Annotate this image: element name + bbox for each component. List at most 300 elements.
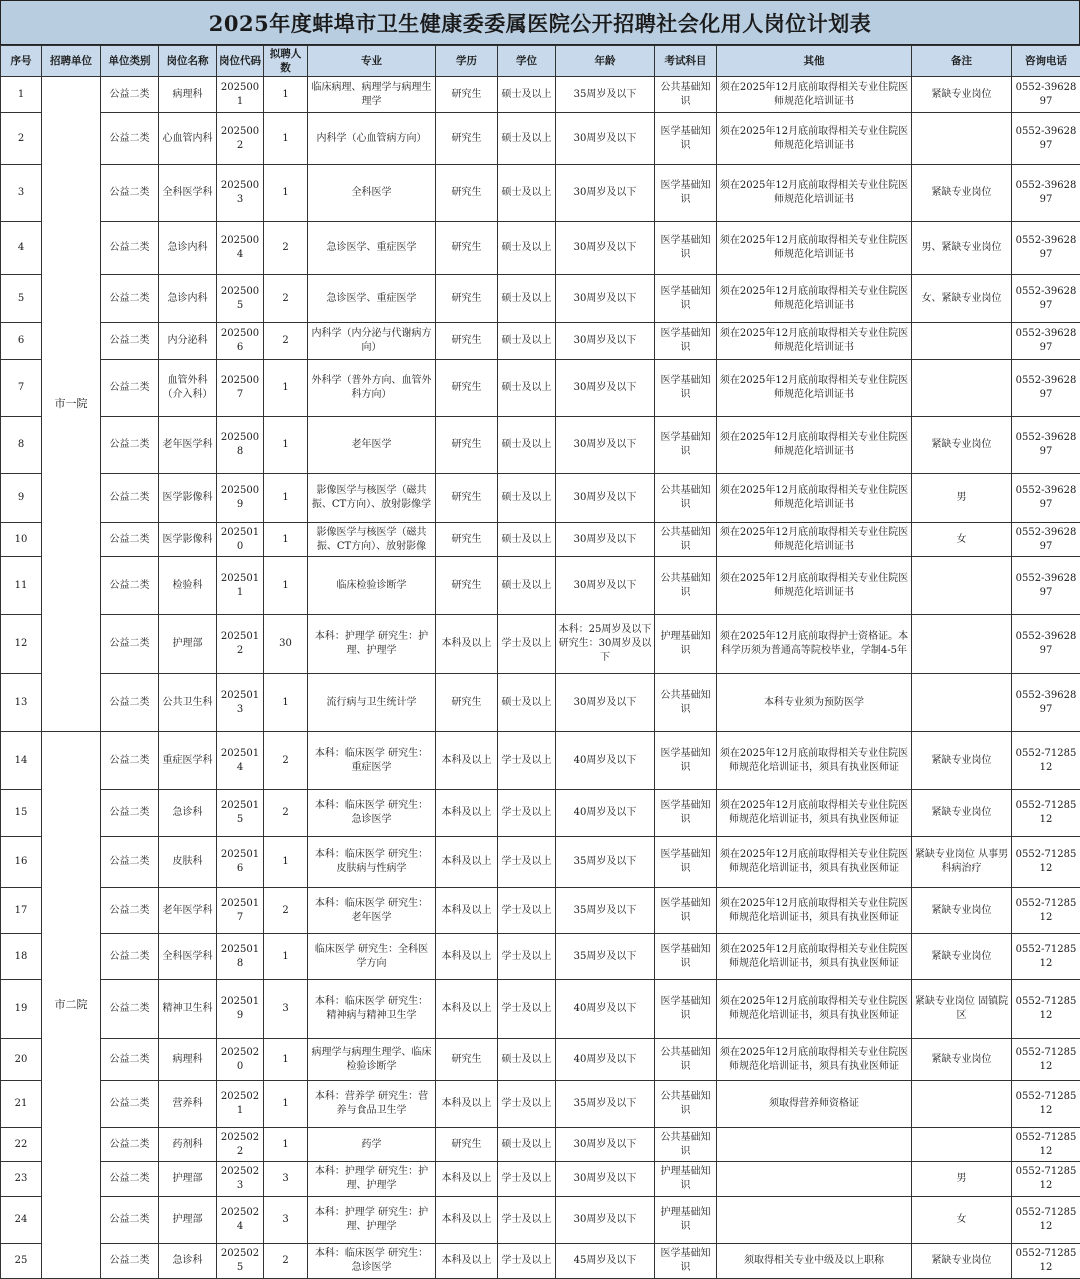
table-row xyxy=(1,360,1080,417)
table-row xyxy=(1,674,1080,732)
age-limit: 30周岁及以下 xyxy=(556,557,655,615)
other-requirements: 本科专业须为预防医学 xyxy=(717,674,912,732)
hire-count: 3 xyxy=(264,1162,308,1197)
table-row xyxy=(1,77,1080,113)
post-name: 皮肤科 xyxy=(159,837,217,888)
exam-subject: 医学基础知识 xyxy=(655,417,717,474)
post-code: 2025011 xyxy=(217,557,264,615)
education: 研究生 xyxy=(436,275,498,323)
hire-count: 2 xyxy=(264,323,308,360)
other-requirements: 须在2025年12月底前取得相关专业住院医师规范化培训证书 xyxy=(717,275,912,323)
remarks: 紧缺专业岗位 xyxy=(912,77,1012,113)
post-code: 2025002 xyxy=(217,113,264,165)
remarks: 紧缺专业岗位 固镇院区 xyxy=(912,980,1012,1039)
degree: 硕士及以上 xyxy=(498,360,556,417)
header-cell: 咨询电话 xyxy=(1012,46,1080,77)
major: 本科：护理学 研究生：护理、护理学 xyxy=(308,615,436,674)
degree: 硕士及以上 xyxy=(498,523,556,557)
education: 本科及以上 xyxy=(436,615,498,674)
unit-type: 公益二类 xyxy=(101,1081,159,1128)
row-number: 19 xyxy=(1,980,42,1039)
age-limit: 30周岁及以下 xyxy=(556,165,655,222)
other-requirements: 须在2025年12月底前取得护士资格证。本科学历须为普通高等院校毕业，学制4-5年 xyxy=(717,615,912,674)
other-requirements: 须取得相关专业中级及以上职称 xyxy=(717,1244,912,1279)
row-number: 25 xyxy=(1,1244,42,1279)
degree: 硕士及以上 xyxy=(498,674,556,732)
degree: 学士及以上 xyxy=(498,1197,556,1244)
table-row xyxy=(1,474,1080,523)
degree: 学士及以上 xyxy=(498,615,556,674)
table-title: 2025年度蚌埠市卫生健康委委属医院公开招聘社会化用人岗位计划表 xyxy=(0,0,1080,45)
row-number: 22 xyxy=(1,1128,42,1162)
major: 全科医学 xyxy=(308,165,436,222)
education: 研究生 xyxy=(436,674,498,732)
exam-subject: 公共基础知识 xyxy=(655,1039,717,1081)
education: 本科及以上 xyxy=(436,732,498,790)
post-code: 2025021 xyxy=(217,1081,264,1128)
post-code: 2025003 xyxy=(217,165,264,222)
exam-subject: 医学基础知识 xyxy=(655,360,717,417)
other-requirements: 须在2025年12月底前取得相关专业住院医师规范化培训证书，须具有执业医师证 xyxy=(717,837,912,888)
age-limit: 30周岁及以下 xyxy=(556,323,655,360)
age-limit: 35周岁及以下 xyxy=(556,934,655,980)
exam-subject: 医学基础知识 xyxy=(655,222,717,275)
row-number: 20 xyxy=(1,1039,42,1081)
unit-type: 公益二类 xyxy=(101,888,159,934)
header-cell: 考试科目 xyxy=(655,46,717,77)
major: 本科：营养学 研究生：营养与食品卫生学 xyxy=(308,1081,436,1128)
unit-type: 公益二类 xyxy=(101,934,159,980)
unit-type: 公益二类 xyxy=(101,1244,159,1279)
other-requirements: 须在2025年12月底前取得相关专业住院医师规范化培训证书 xyxy=(717,360,912,417)
major: 影像医学与核医学（磁共振、CT方向）、放射影像学 xyxy=(308,474,436,523)
education: 研究生 xyxy=(436,1039,498,1081)
exam-subject: 医学基础知识 xyxy=(655,323,717,360)
education: 本科及以上 xyxy=(436,1081,498,1128)
remarks: 紧缺专业岗位 xyxy=(912,888,1012,934)
row-number: 5 xyxy=(1,275,42,323)
age-limit: 30周岁及以下 xyxy=(556,523,655,557)
header-cell: 岗位名称 xyxy=(159,46,217,77)
age-limit: 30周岁及以下 xyxy=(556,1162,655,1197)
row-number: 2 xyxy=(1,113,42,165)
remarks: 紧缺专业岗位 xyxy=(912,732,1012,790)
age-limit: 30周岁及以下 xyxy=(556,674,655,732)
post-code: 2025010 xyxy=(217,523,264,557)
post-code: 2025001 xyxy=(217,77,264,113)
post-name: 重症医学科 xyxy=(159,732,217,790)
major: 本科：临床医学 研究生：急诊医学 xyxy=(308,1244,436,1279)
row-number: 9 xyxy=(1,474,42,523)
degree: 学士及以上 xyxy=(498,837,556,888)
age-limit: 30周岁及以下 xyxy=(556,360,655,417)
hire-count: 1 xyxy=(264,417,308,474)
other-requirements: 须在2025年12月底前取得相关专业住院医师规范化培训证书，须具有执业医师证 xyxy=(717,934,912,980)
unit-type: 公益二类 xyxy=(101,1128,159,1162)
post-code: 2025007 xyxy=(217,360,264,417)
hire-count: 2 xyxy=(264,222,308,275)
age-limit: 40周岁及以下 xyxy=(556,980,655,1039)
row-number: 8 xyxy=(1,417,42,474)
table-row xyxy=(1,790,1080,837)
table-row xyxy=(1,1162,1080,1197)
exam-subject: 医学基础知识 xyxy=(655,113,717,165)
major: 本科：临床医学 研究生：重症医学 xyxy=(308,732,436,790)
table-row xyxy=(1,1081,1080,1128)
table-row xyxy=(1,615,1080,674)
row-number: 21 xyxy=(1,1081,42,1128)
major: 临床病理、病理学与病理生理学 xyxy=(308,77,436,113)
other-requirements: 须在2025年12月底前取得相关专业住院医师规范化培训证书 xyxy=(717,417,912,474)
major: 内科学（内分泌与代谢病方向） xyxy=(308,323,436,360)
education: 研究生 xyxy=(436,360,498,417)
exam-subject: 公共基础知识 xyxy=(655,523,717,557)
education: 研究生 xyxy=(436,113,498,165)
other-requirements: 须取得营养师资格证 xyxy=(717,1081,912,1128)
remarks: 紧缺专业岗位 xyxy=(912,1244,1012,1279)
table-body xyxy=(1,77,1080,1279)
degree: 硕士及以上 xyxy=(498,323,556,360)
degree: 学士及以上 xyxy=(498,980,556,1039)
education: 本科及以上 xyxy=(436,980,498,1039)
degree: 学士及以上 xyxy=(498,934,556,980)
age-limit: 30周岁及以下 xyxy=(556,222,655,275)
post-code: 2025006 xyxy=(217,323,264,360)
row-number: 13 xyxy=(1,674,42,732)
header-cell: 年龄 xyxy=(556,46,655,77)
major: 急诊医学、重症医学 xyxy=(308,275,436,323)
contact-phone: 0552-3962897 xyxy=(1012,275,1080,323)
post-code: 2025023 xyxy=(217,1162,264,1197)
education: 研究生 xyxy=(436,323,498,360)
exam-subject: 护理基础知识 xyxy=(655,1197,717,1244)
contact-phone: 0552-3962897 xyxy=(1012,113,1080,165)
other-requirements: 须在2025年12月底前取得相关专业住院医师规范化培训证书，须具有执业医师证 xyxy=(717,790,912,837)
age-limit: 30周岁及以下 xyxy=(556,474,655,523)
education: 本科及以上 xyxy=(436,1197,498,1244)
post-code: 2025005 xyxy=(217,275,264,323)
education: 研究生 xyxy=(436,1128,498,1162)
post-code: 2025009 xyxy=(217,474,264,523)
remarks: 女 xyxy=(912,523,1012,557)
exam-subject: 公共基础知识 xyxy=(655,674,717,732)
hire-count: 1 xyxy=(264,474,308,523)
row-number: 1 xyxy=(1,77,42,113)
unit-type: 公益二类 xyxy=(101,222,159,275)
contact-phone: 0552-7128512 xyxy=(1012,790,1080,837)
education: 研究生 xyxy=(436,165,498,222)
other-requirements xyxy=(717,1162,912,1197)
post-name: 急诊内科 xyxy=(159,275,217,323)
exam-subject: 医学基础知识 xyxy=(655,837,717,888)
table-row xyxy=(1,417,1080,474)
row-number: 15 xyxy=(1,790,42,837)
other-requirements: 须在2025年12月底前取得相关专业住院医师规范化培训证书，须具有执业医师证 xyxy=(717,888,912,934)
other-requirements: 须在2025年12月底前取得相关专业住院医师规范化培训证书，须具有执业医师证 xyxy=(717,1039,912,1081)
post-code: 2025022 xyxy=(217,1128,264,1162)
header-cell: 学位 xyxy=(498,46,556,77)
education: 本科及以上 xyxy=(436,1162,498,1197)
other-requirements: 须在2025年12月底前取得相关专业住院医师规范化培训证书，须具有执业医师证 xyxy=(717,732,912,790)
education: 研究生 xyxy=(436,474,498,523)
table-row xyxy=(1,557,1080,615)
major: 本科：临床医学 研究生：急诊医学 xyxy=(308,790,436,837)
post-name: 病理科 xyxy=(159,77,217,113)
post-name: 急诊科 xyxy=(159,790,217,837)
degree: 硕士及以上 xyxy=(498,1039,556,1081)
unit-type: 公益二类 xyxy=(101,360,159,417)
remarks: 紧缺专业岗位 从事男科病治疗 xyxy=(912,837,1012,888)
hire-count: 1 xyxy=(264,1081,308,1128)
post-name: 医学影像科 xyxy=(159,474,217,523)
row-number: 7 xyxy=(1,360,42,417)
education: 研究生 xyxy=(436,222,498,275)
education: 研究生 xyxy=(436,417,498,474)
post-name: 护理部 xyxy=(159,1197,217,1244)
table-row xyxy=(1,1128,1080,1162)
table-row xyxy=(1,1244,1080,1279)
age-limit: 40周岁及以下 xyxy=(556,1039,655,1081)
post-code: 2025018 xyxy=(217,934,264,980)
recruitment-table xyxy=(0,45,1080,1279)
row-number: 11 xyxy=(1,557,42,615)
contact-phone: 0552-7128512 xyxy=(1012,934,1080,980)
remarks xyxy=(912,323,1012,360)
other-requirements xyxy=(717,1197,912,1244)
header-cell: 岗位代码 xyxy=(217,46,264,77)
unit-type: 公益二类 xyxy=(101,323,159,360)
table-row xyxy=(1,888,1080,934)
contact-phone: 0552-3962897 xyxy=(1012,323,1080,360)
major: 药学 xyxy=(308,1128,436,1162)
row-number: 12 xyxy=(1,615,42,674)
degree: 学士及以上 xyxy=(498,888,556,934)
hire-count: 30 xyxy=(264,615,308,674)
unit-type: 公益二类 xyxy=(101,1162,159,1197)
degree: 硕士及以上 xyxy=(498,417,556,474)
exam-subject: 医学基础知识 xyxy=(655,980,717,1039)
contact-phone: 0552-7128512 xyxy=(1012,1128,1080,1162)
exam-subject: 公共基础知识 xyxy=(655,1081,717,1128)
post-name: 精神卫生科 xyxy=(159,980,217,1039)
hire-count: 2 xyxy=(264,888,308,934)
remarks: 紧缺专业岗位 xyxy=(912,1039,1012,1081)
hire-count: 3 xyxy=(264,980,308,1039)
table-row xyxy=(1,1197,1080,1244)
table-row xyxy=(1,1039,1080,1081)
post-name: 急诊科 xyxy=(159,1244,217,1279)
table-row xyxy=(1,523,1080,557)
hire-count: 1 xyxy=(264,674,308,732)
unit-type: 公益二类 xyxy=(101,474,159,523)
other-requirements: 须在2025年12月底前取得相关专业住院医师规范化培训证书，须具有执业医师证 xyxy=(717,980,912,1039)
unit-type: 公益二类 xyxy=(101,77,159,113)
unit-type: 公益二类 xyxy=(101,165,159,222)
post-code: 2025017 xyxy=(217,888,264,934)
post-name: 护理部 xyxy=(159,1162,217,1197)
age-limit: 30周岁及以下 xyxy=(556,1197,655,1244)
post-name: 全科医学科 xyxy=(159,934,217,980)
education: 本科及以上 xyxy=(436,888,498,934)
exam-subject: 医学基础知识 xyxy=(655,790,717,837)
major: 临床医学 研究生：全科医学方向 xyxy=(308,934,436,980)
unit-type: 公益二类 xyxy=(101,732,159,790)
remarks xyxy=(912,360,1012,417)
header-cell: 专业 xyxy=(308,46,436,77)
hire-count: 1 xyxy=(264,837,308,888)
education: 研究生 xyxy=(436,523,498,557)
table-row xyxy=(1,934,1080,980)
remarks: 男、紧缺专业岗位 xyxy=(912,222,1012,275)
hire-count: 1 xyxy=(264,165,308,222)
contact-phone: 0552-3962897 xyxy=(1012,615,1080,674)
contact-phone: 0552-3962897 xyxy=(1012,222,1080,275)
other-requirements xyxy=(717,1128,912,1162)
contact-phone: 0552-3962897 xyxy=(1012,360,1080,417)
unit-type: 公益二类 xyxy=(101,1039,159,1081)
table-row xyxy=(1,732,1080,790)
remarks xyxy=(912,113,1012,165)
table-row xyxy=(1,980,1080,1039)
hire-count: 1 xyxy=(264,360,308,417)
contact-phone: 0552-3962897 xyxy=(1012,674,1080,732)
contact-phone: 0552-7128512 xyxy=(1012,1162,1080,1197)
post-name: 血管外科（介入科） xyxy=(159,360,217,417)
post-name: 公共卫生科 xyxy=(159,674,217,732)
table-row xyxy=(1,165,1080,222)
post-name: 内分泌科 xyxy=(159,323,217,360)
remarks xyxy=(912,557,1012,615)
unit-type: 公益二类 xyxy=(101,674,159,732)
education: 本科及以上 xyxy=(436,1244,498,1279)
education: 研究生 xyxy=(436,557,498,615)
hire-count: 2 xyxy=(264,275,308,323)
degree: 学士及以上 xyxy=(498,1244,556,1279)
exam-subject: 医学基础知识 xyxy=(655,888,717,934)
degree: 硕士及以上 xyxy=(498,1128,556,1162)
major: 本科：临床医学 研究生：老年医学 xyxy=(308,888,436,934)
header-cell: 其他 xyxy=(717,46,912,77)
post-code: 2025012 xyxy=(217,615,264,674)
exam-subject: 护理基础知识 xyxy=(655,615,717,674)
major: 本科：护理学 研究生：护理、护理学 xyxy=(308,1197,436,1244)
education: 研究生 xyxy=(436,77,498,113)
row-number: 23 xyxy=(1,1162,42,1197)
hire-count: 1 xyxy=(264,77,308,113)
other-requirements: 须在2025年12月底前取得相关专业住院医师规范化培训证书 xyxy=(717,113,912,165)
degree: 硕士及以上 xyxy=(498,557,556,615)
table-row xyxy=(1,222,1080,275)
age-limit: 本科：25周岁及以下 研究生：30周岁及以下 xyxy=(556,615,655,674)
post-name: 药剂科 xyxy=(159,1128,217,1162)
contact-phone: 0552-7128512 xyxy=(1012,980,1080,1039)
header-cell: 序号 xyxy=(1,46,42,77)
post-name: 心血管内科 xyxy=(159,113,217,165)
contact-phone: 0552-7128512 xyxy=(1012,837,1080,888)
remarks: 紧缺专业岗位 xyxy=(912,790,1012,837)
post-name: 急诊内科 xyxy=(159,222,217,275)
major: 急诊医学、重症医学 xyxy=(308,222,436,275)
exam-subject: 医学基础知识 xyxy=(655,1244,717,1279)
hiring-unit: 市二院 xyxy=(42,732,101,1279)
post-code: 2025008 xyxy=(217,417,264,474)
contact-phone: 0552-7128512 xyxy=(1012,1039,1080,1081)
post-name: 营养科 xyxy=(159,1081,217,1128)
post-name: 老年医学科 xyxy=(159,888,217,934)
hire-count: 2 xyxy=(264,790,308,837)
contact-phone: 0552-7128512 xyxy=(1012,888,1080,934)
unit-type: 公益二类 xyxy=(101,1197,159,1244)
post-code: 2025004 xyxy=(217,222,264,275)
age-limit: 35周岁及以下 xyxy=(556,77,655,113)
remarks: 女 xyxy=(912,1197,1012,1244)
remarks: 紧缺专业岗位 xyxy=(912,417,1012,474)
remarks: 男 xyxy=(912,1162,1012,1197)
major: 本科：临床医学 研究生：皮肤病与性病学 xyxy=(308,837,436,888)
post-code: 2025016 xyxy=(217,837,264,888)
other-requirements: 须在2025年12月底前取得相关专业住院医师规范化培训证书 xyxy=(717,523,912,557)
unit-type: 公益二类 xyxy=(101,523,159,557)
post-name: 检验科 xyxy=(159,557,217,615)
row-number: 24 xyxy=(1,1197,42,1244)
degree: 学士及以上 xyxy=(498,1162,556,1197)
hire-count: 1 xyxy=(264,523,308,557)
degree: 学士及以上 xyxy=(498,790,556,837)
hire-count: 1 xyxy=(264,113,308,165)
table-row xyxy=(1,837,1080,888)
exam-subject: 医学基础知识 xyxy=(655,275,717,323)
post-name: 医学影像科 xyxy=(159,523,217,557)
hire-count: 3 xyxy=(264,1197,308,1244)
major: 内科学（心血管病方向） xyxy=(308,113,436,165)
degree: 硕士及以上 xyxy=(498,165,556,222)
major: 本科：护理学 研究生：护理、护理学 xyxy=(308,1162,436,1197)
degree: 硕士及以上 xyxy=(498,474,556,523)
major: 流行病与卫生统计学 xyxy=(308,674,436,732)
remarks xyxy=(912,615,1012,674)
contact-phone: 0552-3962897 xyxy=(1012,474,1080,523)
major: 老年医学 xyxy=(308,417,436,474)
row-number: 16 xyxy=(1,837,42,888)
age-limit: 40周岁及以下 xyxy=(556,732,655,790)
contact-phone: 0552-3962897 xyxy=(1012,77,1080,113)
post-name: 老年医学科 xyxy=(159,417,217,474)
table-row xyxy=(1,323,1080,360)
degree: 硕士及以上 xyxy=(498,113,556,165)
remarks xyxy=(912,674,1012,732)
row-number: 4 xyxy=(1,222,42,275)
age-limit: 30周岁及以下 xyxy=(556,113,655,165)
age-limit: 40周岁及以下 xyxy=(556,790,655,837)
remarks: 男 xyxy=(912,474,1012,523)
major: 外科学（普外方向、血管外科方向） xyxy=(308,360,436,417)
age-limit: 35周岁及以下 xyxy=(556,1081,655,1128)
age-limit: 30周岁及以下 xyxy=(556,275,655,323)
other-requirements: 须在2025年12月底前取得相关专业住院医师规范化培训证书 xyxy=(717,323,912,360)
unit-type: 公益二类 xyxy=(101,557,159,615)
post-code: 2025014 xyxy=(217,732,264,790)
unit-type: 公益二类 xyxy=(101,113,159,165)
remarks: 女、紧缺专业岗位 xyxy=(912,275,1012,323)
post-code: 2025013 xyxy=(217,674,264,732)
age-limit: 35周岁及以下 xyxy=(556,888,655,934)
post-name: 病理科 xyxy=(159,1039,217,1081)
degree: 学士及以上 xyxy=(498,732,556,790)
major: 病理学与病理生理学、临床检验诊断学 xyxy=(308,1039,436,1081)
unit-type: 公益二类 xyxy=(101,275,159,323)
education: 本科及以上 xyxy=(436,790,498,837)
exam-subject: 医学基础知识 xyxy=(655,732,717,790)
